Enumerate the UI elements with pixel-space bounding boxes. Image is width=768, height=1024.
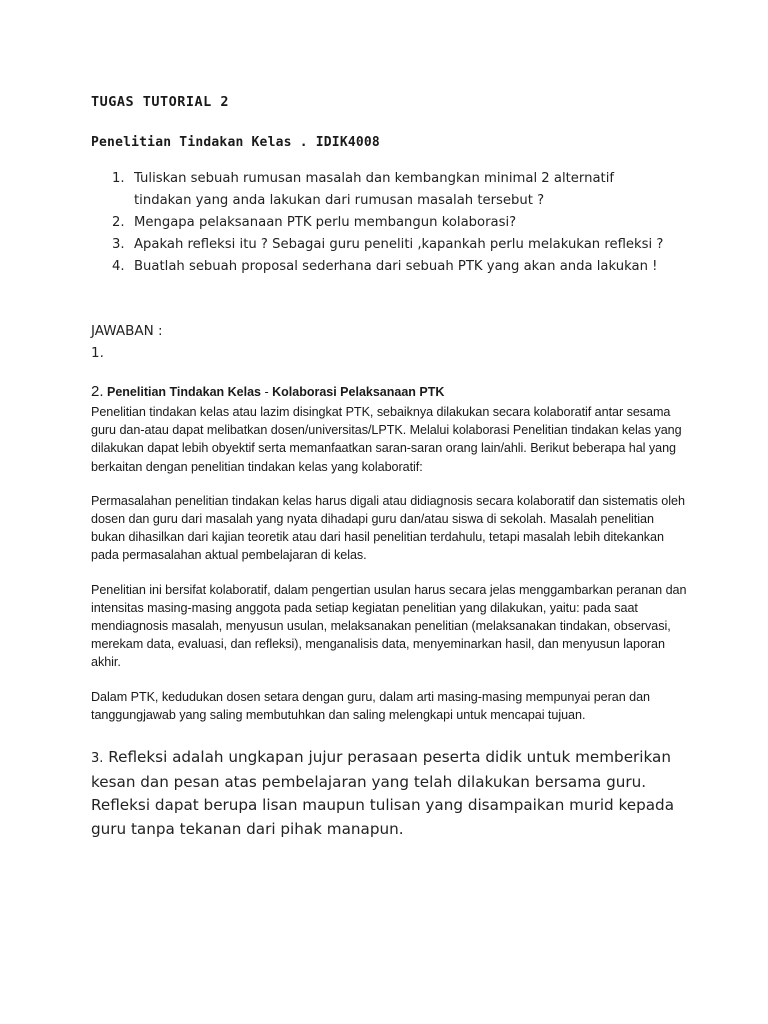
answer-3-text: Refleksi adalah ungkapan jujur perasaan peserta didik untuk memberikan kesan dan pesan atas pembelajaran yang telah dilakukan bersama guru. Refleksi dapat berupa lisan maupun tulisan yang disampaikan murid kepada guru tanpa tekanan dari pihak manapun. (91, 748, 674, 838)
question-text: Buatlah sebuah proposal sederhana dari sebuah PTK yang akan anda lakukan ! (134, 259, 658, 274)
answer-3-number: 3. (91, 751, 104, 766)
question-item (112, 256, 712, 278)
answer-3-paragraph (91, 746, 691, 841)
answer-2-paragraph: Dalam PTK, kedudukan dosen setara dengan guru, dalam arti masing-masing mempunyai peran dan tanggungjawab yang saling membutuhkan dan saling melengkapi untuk mencapai tujuan. (91, 689, 650, 722)
question-number: 1. (112, 171, 125, 186)
question-text: Mengapa pelaksanaan PTK perlu membangun kolaborasi? (134, 215, 517, 230)
answer-section (91, 320, 163, 364)
answer-2-heading-separator: - (261, 385, 273, 399)
document-title: TUGAS TUTORIAL 2 (91, 94, 230, 110)
question-item (112, 234, 712, 256)
question-item (112, 168, 712, 212)
question-text: Tuliskan sebuah rumusan masalah dan kembangkan minimal 2 alternatif tindakan yang anda lakukan dari rumusan masalah tersebut ? (134, 171, 615, 208)
question-list (112, 168, 712, 278)
question-number: 4. (112, 259, 125, 274)
answer-2-section (91, 382, 691, 740)
question-text: Apakah refleksi itu ? Sebagai guru peneliti ,kapankah perlu melakukan refleksi ? (134, 237, 664, 252)
answer-2-paragraph: Permasalahan penelitian tindakan kelas harus digali atau didiagnosis secara kolaboratif dan sistematis oleh dosen dan guru dari masalah yang nyata dihadapi guru dan/atau siswa di sekolah. Masalah penelitian bukan dihasilkan dari kajian teoretik atau dari hasil penelitian terdahulu, tetapi masalah lebih ditekankan pada permasalahan aktual pembelajaran di kelas. (91, 493, 685, 563)
answer-2-paragraph: Penelitian tindakan kelas atau lazim disingkat PTK, sebaiknya dilakukan secara kolaboratif antar sesama guru dan-atau dapat melibatkan dosen/universitas/LPTK. Melalui kolaborasi Penelitian tindakan kelas yang dilakukan dapat lebih obyektif serta memanfaatkan saran-saran orang lain/ahli. Berikut beberapa hal yang berkaitan dengan penelitian tindakan kelas yang kolaboratif: (91, 405, 682, 474)
answer-2-heading (91, 382, 691, 402)
question-number: 3. (112, 237, 125, 252)
answer-2-heading-part2: Kolaborasi Pelaksanaan PTK (272, 385, 445, 399)
answer-2-heading-part1: Penelitian Tindakan Kelas (107, 385, 261, 399)
answer-label: JAWABAN : (91, 323, 163, 339)
answer-2-number: 2. (91, 383, 104, 400)
answer-2-paragraph: Penelitian ini bersifat kolaboratif, dalam pengertian usulan harus secara jelas menggambarkan peranan dan intensitas masing-masing anggota pada setiap kegiatan penelitian yang dilakukan, yaitu: pada saat mendiagnosis masalah, menyusun usulan, melaksanakan penelitian (melaksanakan tindakan, observasi, merekam data, evaluasi, dan refleksi), menganalisis data, menyeminarkan hasil, dan menyusun laporan akhir. (91, 582, 687, 670)
question-number: 2. (112, 215, 125, 230)
question-item (112, 212, 712, 234)
answer-number-1: 1. (91, 345, 104, 361)
document-subtitle: Penelitian Tindakan Kelas . IDIK4008 (91, 135, 380, 150)
